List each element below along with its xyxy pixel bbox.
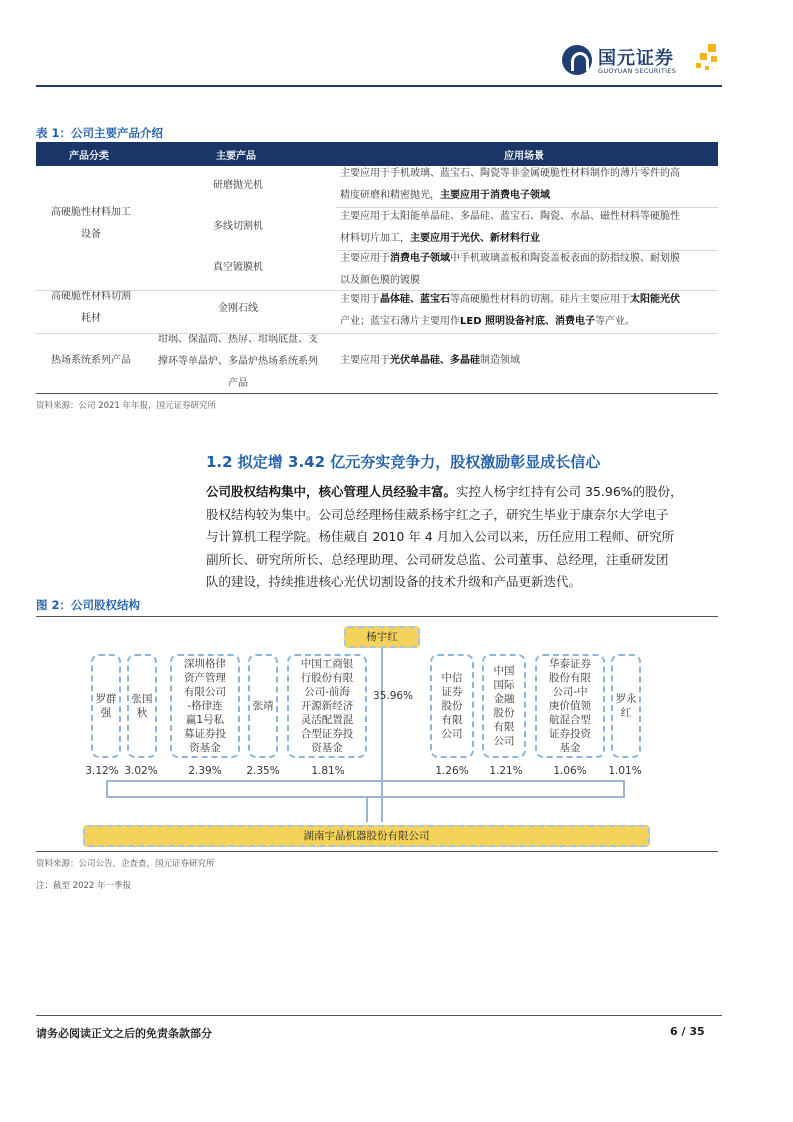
application-5: 主要应用于光伏单晶硅、多晶硅制造领域 (340, 355, 520, 366)
holding-pct: 1.81% (311, 765, 345, 777)
footer-disclaimer: 请务必阅读正文之后的免责条款部分 (36, 1027, 212, 1040)
header-divider (36, 85, 722, 87)
holding-pct: 1.01% (608, 765, 642, 777)
figure-note: 注：截至 2022 年一季报 (36, 881, 132, 891)
footer-divider (36, 1015, 722, 1016)
logo-text-cn: 国元证券 (598, 48, 674, 69)
header-product: 主要产品 (216, 151, 256, 162)
application-3: 主要应用于消费电子领域中手机玻璃盖板和陶瓷盖板表面的防指纹膜、耐划膜 以及颜色膜的镀膜 (340, 253, 680, 286)
holding-pct: 2.39% (188, 765, 222, 777)
guoyuan-logo-icon (562, 45, 592, 75)
shareholder-box: 罗群强 (91, 654, 121, 758)
bus-to-company (366, 798, 368, 822)
table-bottom-rule (36, 393, 718, 394)
holding-pct: 2.35% (246, 765, 280, 777)
holders-bus-line (106, 780, 625, 782)
header-application: 应用场景 (504, 151, 544, 162)
application-2: 主要应用于太阳能单晶硅、多晶硅、蓝宝石、陶瓷、水晶、磁性材料等硬脆性 材料切片加工，主要应用于光伏、新材料行业 (340, 211, 680, 244)
shareholder-box: 张国秋 (127, 654, 157, 758)
controller-box: 杨宇红 (344, 626, 420, 648)
category-equipment: 高硬脆性材料加工 设备 (51, 207, 131, 240)
figure-top-rule (36, 616, 718, 617)
category-thermal: 热场系统系列产品 (51, 355, 131, 366)
product-vacuum-coater: 真空镀膜机 (213, 262, 263, 273)
header-category: 产品分类 (69, 151, 109, 162)
holding-pct: 1.21% (489, 765, 523, 777)
section-paragraph: 公司股权结构集中，核心管理人员经验丰富。实控人杨宇红持有公司 35.96%的股份， 股权结构较为集中。公司总经理杨佳葳系杨宇红之子，研究生毕业于康奈尔大学电子 与计算机工程学院。杨佳葳自 2010 年 4 月加入公司以来，历任应用工程师、研究所 副所长、研究所所长、总经理助理、公司研发总监、公司董事、总经理，注重研发团 队的建设，持续推进核心光伏切割设备的技术升级和产品更新迭代。 (206, 484, 683, 589)
logo-text-en: GUOYUAN SECURITIES (598, 67, 677, 75)
shareholder-box: 华泰证券 股份有限 公司-中 庚价值领 航混合型 证券投资 基金 (535, 654, 605, 758)
table-source: 资料来源：公司 2021 年年报，国元证券研究所 (36, 401, 217, 411)
shareholder-box: 中国工商银 行股份有限 公司-前海 开源新经济 灵活配置混 合型证券投 资基金 (287, 654, 367, 758)
holding-pct: 3.12% (85, 765, 119, 777)
row-divider (36, 333, 718, 334)
logo-dots-icon (696, 44, 722, 74)
figure-bottom-rule (36, 851, 718, 852)
table-caption: 表 1：公司主要产品介绍 (36, 126, 164, 140)
figure-source: 资料来源：公司公告，企查查，国元证券研究所 (36, 859, 215, 869)
product-wire-saw: 多线切割机 (213, 221, 263, 232)
figure-caption: 图 2：公司股权结构 (36, 598, 141, 612)
section-title: 1.2 拟定增 3.42 亿元夯实竞争力，股权激励彰显成长信心 (206, 453, 601, 471)
shareholder-box: 中信 证券 股份 有限 公司 (430, 654, 474, 758)
product-polisher: 研磨抛光机 (213, 180, 263, 191)
controller-pct: 35.96% (373, 690, 414, 702)
page-number: 6 / 35 (670, 1025, 705, 1038)
holding-pct: 3.02% (124, 765, 158, 777)
application-4: 主要用于晶体硅、蓝宝石等高硬脆性材料的切割。硅片主要应用于太阳能光伏 产业；蓝宝石薄片主要用作LED 照明设备衬底、消费电子等产业。 (340, 294, 680, 327)
product-thermal-field: 坩埚、保温筒、热屏、坩埚底盘、支 撑环等单晶炉、多晶炉热场系统系列 产品 (158, 334, 318, 389)
category-consumables: 高硬脆性材料切割 耗材 (51, 291, 131, 324)
shareholder-box: 罗永红 (611, 654, 641, 758)
holding-pct: 1.26% (435, 765, 469, 777)
product-diamond-wire: 金刚石线 (218, 303, 258, 314)
shareholder-box: 张靖 (248, 654, 278, 758)
holding-pct: 1.06% (553, 765, 587, 777)
shareholder-box: 中国 国际 金融 股份 有限 公司 (482, 654, 526, 758)
shareholder-box: 深圳格律 资产管理 有限公司 -格律连 赢1号私 募证券投 资基金 (170, 654, 240, 758)
company-box: 湖南宇晶机器股份有限公司 (83, 825, 650, 847)
application-1: 主要应用于手机玻璃、蓝宝石、陶瓷等非金属硬脆性材料制作的薄片零件的高 精度研磨和精密抛光，主要应用于消费电子领域 (340, 168, 680, 201)
